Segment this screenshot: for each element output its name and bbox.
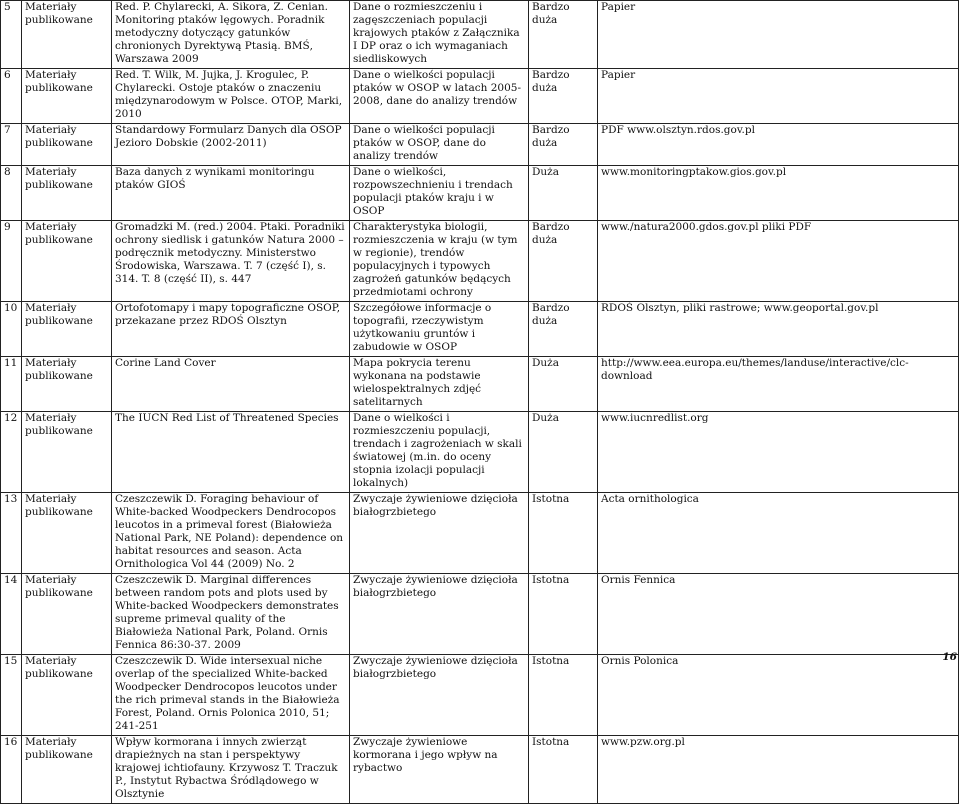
format-location: RDOŚ Olsztyn, pliki rastrowe; www.geoportal.gov.pl [598,302,959,357]
data-description: Szczegółowe informacje o topografii, rzeczywistym użytkowaniu gruntów i zabudowie w OSOP [350,302,529,357]
row-number: 6 [1,69,22,124]
format-location: Ornis Fennica [598,574,959,655]
source-reference: Baza danych z wynikami monitoringu ptaków GIOŚ [112,166,350,221]
material-type: Materiały publikowane [22,655,112,736]
material-type: Materiały publikowane [22,493,112,574]
material-type: Materiały publikowane [22,412,112,493]
data-description: Dane o wielkości, rozpowszechnieniu i trendach populacji ptaków kraju i w OSOP [350,166,529,221]
row-number: 15 [1,655,22,736]
table-row [1,69,959,124]
importance-rating: Bardzo duża [529,221,598,302]
table-row [1,357,959,412]
format-location: Ornis Polonica [598,655,959,736]
row-number: 14 [1,574,22,655]
data-description: Zwyczaje żywieniowe kormorana i jego wpływ na rybactwo [350,736,529,804]
row-number: 10 [1,302,22,357]
data-description: Zwyczaje żywieniowe dzięcioła białogrzbietego [350,655,529,736]
table-row [1,655,959,736]
source-reference: Ortofotomapy i mapy topograficzne OSOP, przekazane przez RDOŚ Olsztyn [112,302,350,357]
material-type: Materiały publikowane [22,166,112,221]
data-description: Dane o wielkości i rozmieszczeniu populacji, trendach i zagrożeniach w skali światowej (m.in. do oceny stopnia izolacji populacji lokalnych) [350,412,529,493]
table-row [1,1,959,69]
source-reference: Standardowy Formularz Danych dla OSOP Jezioro Dobskie (2002-2011) [112,124,350,166]
table-row [1,302,959,357]
data-description: Dane o rozmieszczeniu i zagęszczeniach populacji krajowych ptaków z Załącznika I DP oraz o ich wymaganiach siedliskowych [350,1,529,69]
format-location: Papier [598,69,959,124]
row-number: 13 [1,493,22,574]
format-location: www.monitoringptakow.gios.gov.pl [598,166,959,221]
format-location: http://www.eea.europa.eu/themes/landuse/interactive/clc-download [598,357,959,412]
source-reference: Czeszczewik D. Marginal differences between random pots and plots used by White-backed Woodpeckers demonstrates supreme primeval quality of the Białowieża National Park, Poland. Ornis Fennica 86:30-37. 2009 [112,574,350,655]
material-type: Materiały publikowane [22,124,112,166]
data-description: Zwyczaje żywieniowe dzięcioła białogrzbietego [350,574,529,655]
data-description: Mapa pokrycia terenu wykonana na podstawie wielospektralnych zdjęć satelitarnych [350,357,529,412]
format-location: www./natura2000.gdos.gov.pl pliki PDF [598,221,959,302]
importance-rating: Duża [529,357,598,412]
table-row [1,166,959,221]
data-description: Charakterystyka biologii, rozmieszczenia w kraju (w tym w regionie), trendów populacyjnych i typowych zagrożeń gatunków będących przedmiotami ochrony [350,221,529,302]
table-row [1,574,959,655]
table-row [1,412,959,493]
page-number: 16 [942,651,957,663]
format-location: PDF www.olsztyn.rdos.gov.pl [598,124,959,166]
importance-rating: Bardzo duża [529,69,598,124]
source-reference: Corine Land Cover [112,357,350,412]
material-type: Materiały publikowane [22,302,112,357]
source-reference: Red. P. Chylarecki, A. Sikora, Z. Cenian. Monitoring ptaków lęgowych. Poradnik metodyczny dotyczący gatunków chronionych Dyrektywą Ptasią. BMŚ, Warszawa 2009 [112,1,350,69]
importance-rating: Bardzo duża [529,1,598,69]
material-type: Materiały publikowane [22,574,112,655]
row-number: 16 [1,736,22,804]
source-reference: The IUCN Red List of Threatened Species [112,412,350,493]
row-number: 5 [1,1,22,69]
format-location: www.pzw.org.pl [598,736,959,804]
material-type: Materiały publikowane [22,357,112,412]
format-location: Acta ornithologica [598,493,959,574]
source-reference: Gromadzki M. (red.) 2004. Ptaki. Poradniki ochrony siedlisk i gatunków Natura 2000 – podręcznik metodyczny. Ministerstwo Środowiska, Warszawa. T. 7 (część I), s. 314. T. 8 (część II), s. 447 [112,221,350,302]
material-type: Materiały publikowane [22,69,112,124]
format-location: Papier [598,1,959,69]
sources-table-body [1,1,959,804]
table-row [1,493,959,574]
importance-rating: Istotna [529,493,598,574]
format-location: www.iucnredlist.org [598,412,959,493]
material-type: Materiały publikowane [22,1,112,69]
importance-rating: Duża [529,166,598,221]
source-reference: Czeszczewik D. Foraging behaviour of White-backed Woodpeckers Dendrocopos leucotos in a primeval forest (Białowieża National Park, NE Poland): dependence on habitat resources and season. Acta Ornithologica Vol 44 (2009) No. 2 [112,493,350,574]
importance-rating: Istotna [529,655,598,736]
row-number: 8 [1,166,22,221]
table-row [1,221,959,302]
source-reference: Wpływ kormorana i innych zwierząt drapieżnych na stan i perspektywy krajowej ichtiofauny. Krzywosz T. Traczuk P., Instytut Rybactwa Śródlądowego w Olsztynie [112,736,350,804]
importance-rating: Bardzo duża [529,124,598,166]
row-number: 12 [1,412,22,493]
row-number: 7 [1,124,22,166]
importance-rating: Duża [529,412,598,493]
importance-rating: Istotna [529,574,598,655]
data-description: Zwyczaje żywieniowe dzięcioła białogrzbietego [350,493,529,574]
source-reference: Red. T. Wilk, M. Jujka, J. Krogulec, P. Chylarecki. Ostoje ptaków o znaczeniu międzynarodowym w Polsce. OTOP, Marki, 2010 [112,69,350,124]
importance-rating: Bardzo duża [529,302,598,357]
data-description: Dane o wielkości populacji ptaków w OSOP, dane do analizy trendów [350,124,529,166]
row-number: 11 [1,357,22,412]
material-type: Materiały publikowane [22,221,112,302]
importance-rating: Istotna [529,736,598,804]
material-type: Materiały publikowane [22,736,112,804]
table-row [1,124,959,166]
row-number: 9 [1,221,22,302]
source-reference: Czeszczewik D. Wide intersexual niche overlap of the specialized White-backed Woodpecker Dendrocopos leucotos under the rich primeval stands in the Białowieża Forest, Poland. Ornis Polonica 2010, 51; 241-251 [112,655,350,736]
data-description: Dane o wielkości populacji ptaków w OSOP w latach 2005-2008, dane do analizy trendów [350,69,529,124]
table-row [1,736,959,804]
